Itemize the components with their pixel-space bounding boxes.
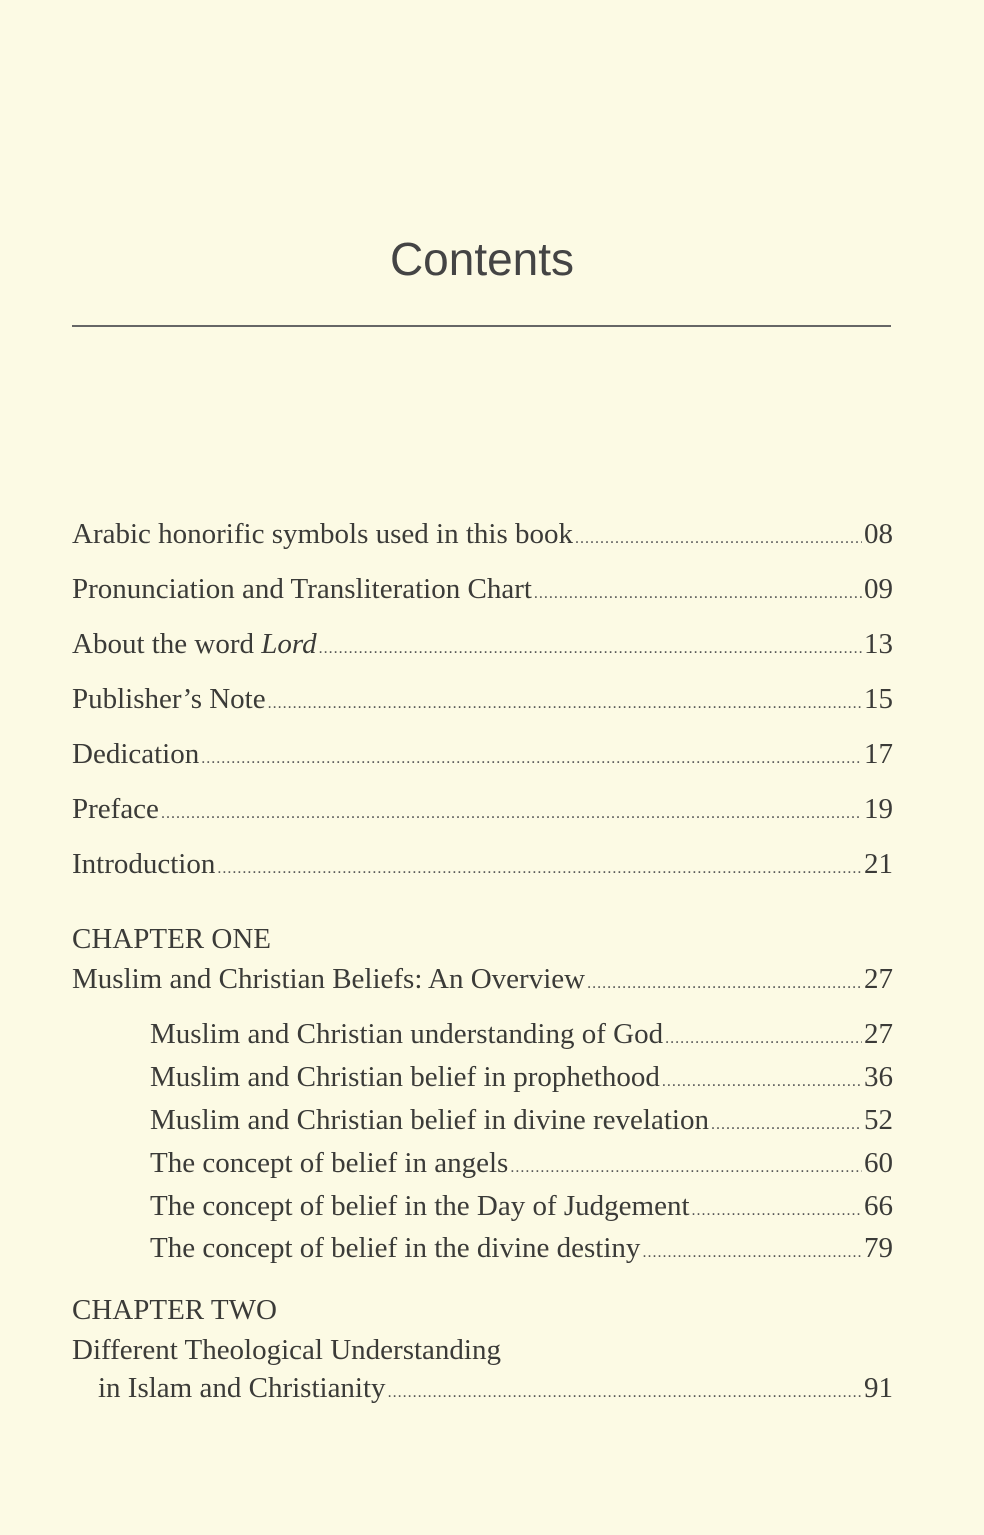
section-entry xyxy=(150,1231,893,1270)
entry-label: Introduction xyxy=(72,848,216,880)
chapter-title-entry xyxy=(98,1371,893,1410)
entry-page: 17 xyxy=(864,738,893,770)
title-rule xyxy=(72,325,891,327)
dot-leader xyxy=(388,1376,862,1410)
entry-label-italic: Lord xyxy=(261,628,317,660)
entry-page: 66 xyxy=(864,1190,893,1222)
toc-entry xyxy=(72,517,893,556)
dot-leader xyxy=(662,1065,862,1099)
entry-page: 60 xyxy=(864,1147,893,1179)
entry-label: in Islam and Christianity xyxy=(98,1372,386,1404)
chapter-title-line: Different Theological Understanding xyxy=(72,1334,501,1366)
chapter-heading: CHAPTER TWO xyxy=(72,1294,277,1326)
section-entry xyxy=(150,1103,893,1142)
entry-page: 15 xyxy=(864,683,893,715)
entry-label-text: About the word xyxy=(72,628,262,660)
entry-page: 19 xyxy=(864,793,893,825)
entry-label: Muslim and Christian Beliefs: An Overview xyxy=(72,963,586,995)
entry-page: 36 xyxy=(864,1061,893,1093)
entry-label xyxy=(72,627,317,661)
dot-leader xyxy=(692,1194,862,1228)
entry-page: 91 xyxy=(864,1372,893,1404)
entry-page: 27 xyxy=(864,963,893,995)
entry-label: Dedication xyxy=(72,738,200,770)
dot-leader xyxy=(217,852,862,886)
entry-label: Muslim and Christian understanding of God xyxy=(150,1018,664,1050)
entry-page: 13 xyxy=(864,628,893,660)
entry-label: Arabic honorific symbols used in this book xyxy=(72,518,574,550)
toc-entry xyxy=(72,682,893,721)
entry-label: Pronunciation and Transliteration Chart xyxy=(72,573,532,605)
toc-entry xyxy=(72,792,893,831)
dot-leader xyxy=(711,1108,862,1142)
dot-leader xyxy=(665,1022,862,1056)
dot-leader xyxy=(534,577,862,611)
entry-label: Publisher’s Note xyxy=(72,683,266,715)
dot-leader xyxy=(161,797,862,831)
toc-entry xyxy=(72,627,893,666)
entry-page: 08 xyxy=(864,518,893,550)
dot-leader xyxy=(642,1236,862,1270)
entry-page: 09 xyxy=(864,573,893,605)
entry-label: The concept of belief in the divine destiny xyxy=(150,1232,641,1264)
dot-leader xyxy=(510,1151,862,1185)
toc-entry xyxy=(72,847,893,886)
chapter-title-entry xyxy=(72,962,893,1001)
section-entry xyxy=(150,1017,893,1056)
entry-label: Muslim and Christian belief in divine revelation xyxy=(150,1104,709,1136)
chapter-heading: CHAPTER ONE xyxy=(72,923,271,955)
toc-entry xyxy=(72,572,893,611)
page-title: Contents xyxy=(389,233,575,285)
section-entry xyxy=(150,1189,893,1228)
entry-page: 52 xyxy=(864,1104,893,1136)
section-entry xyxy=(150,1146,893,1185)
entry-page: 21 xyxy=(864,848,893,880)
dot-leader xyxy=(201,742,862,776)
toc-entry xyxy=(72,737,893,776)
section-entry xyxy=(150,1060,893,1099)
entry-page: 79 xyxy=(864,1232,893,1264)
dot-leader xyxy=(319,632,862,666)
entry-label: The concept of belief in angels xyxy=(150,1147,509,1179)
dot-leader xyxy=(575,522,862,556)
dot-leader xyxy=(268,687,862,721)
dot-leader xyxy=(587,967,862,1001)
entry-page: 27 xyxy=(864,1018,893,1050)
entry-label: Muslim and Christian belief in prophethood xyxy=(150,1061,660,1093)
entry-label: Preface xyxy=(72,793,159,825)
entry-label: The concept of belief in the Day of Judgement xyxy=(150,1190,690,1222)
